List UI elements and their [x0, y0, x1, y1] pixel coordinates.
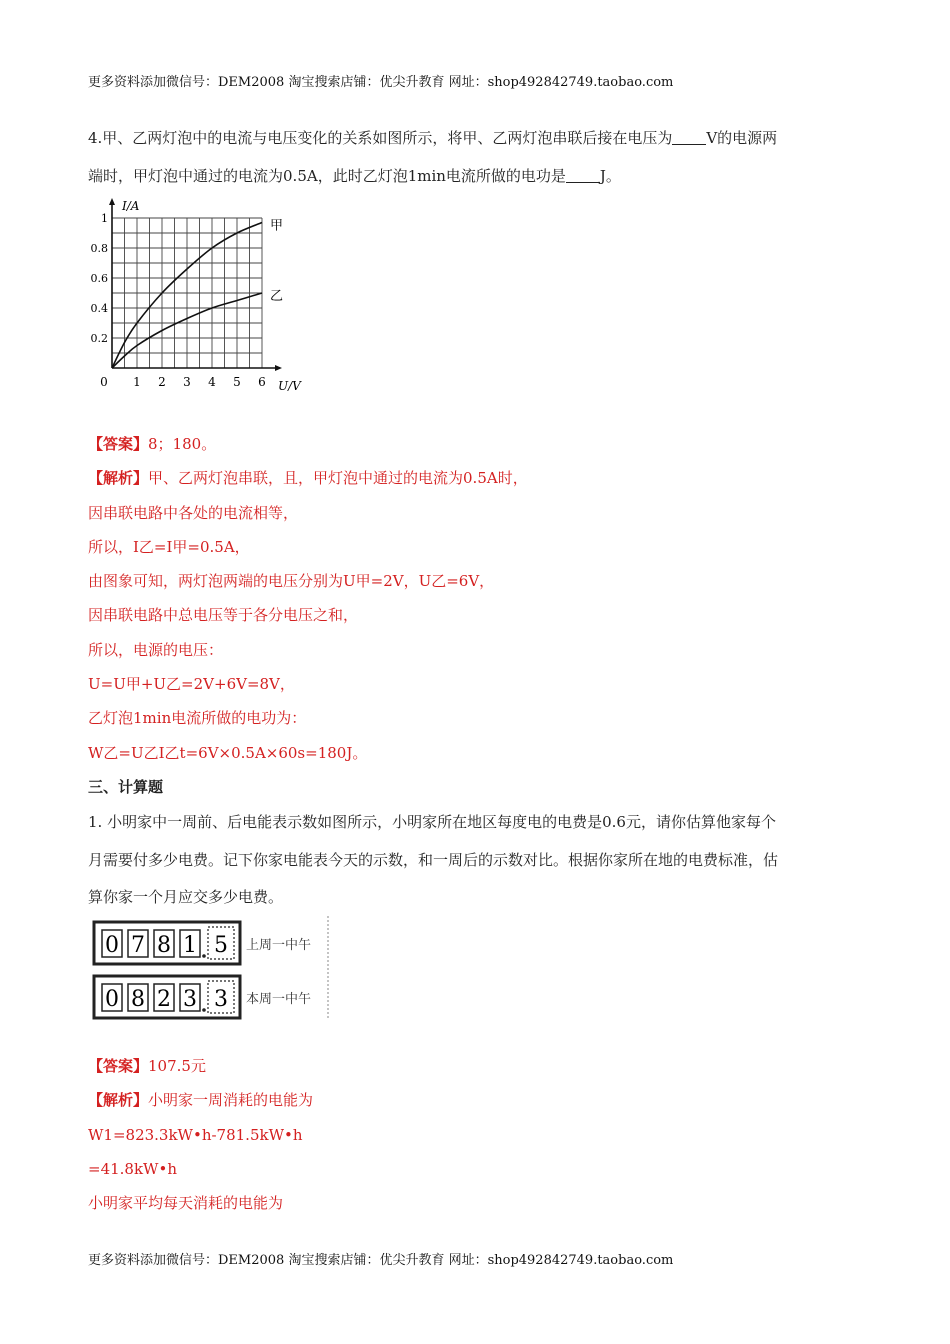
- meter-top-digit: 1: [183, 933, 197, 958]
- q4-text-2b: J。: [599, 167, 621, 185]
- meter-top-digit: 0: [105, 933, 119, 958]
- s3-q1-line-1: 月需要付多少电费。记下你家电能表今天的示数，和一周后的示数对比。根据你家所在地的电费标准，估: [88, 851, 779, 869]
- s3-answer-label: 【答案】: [88, 1057, 149, 1075]
- meter-top-decimal-digit: 5: [214, 933, 228, 958]
- meter-bottom: [94, 976, 311, 1018]
- x-tick-label: 3: [183, 375, 191, 389]
- x-tick-label: 2: [158, 375, 166, 389]
- chart-grid: [112, 218, 262, 368]
- x-axis-arrow: [275, 365, 282, 371]
- meter-top: [94, 922, 311, 964]
- x-tick-label: 0: [100, 375, 108, 389]
- q4-analysis-line-0: [88, 468, 528, 488]
- x-tick-label: 1: [133, 375, 141, 389]
- x-tick-label: 5: [233, 375, 241, 389]
- q4-answer-label: 【答案】: [88, 435, 149, 453]
- x-tick-label: 6: [258, 375, 266, 389]
- s3-analysis-line-3: 小明家平均每天消耗的电能为: [88, 1194, 284, 1212]
- q4-analysis-line-6: U=U甲+U乙=2V+6V=8V，: [88, 675, 295, 693]
- s3-analysis-line-0: [88, 1090, 313, 1110]
- q4-text-2a: 端时，甲灯泡中通过的电流为0.5A，此时乙灯泡1min电流所做的电功是: [88, 167, 566, 185]
- meter-bottom-digit: 3: [183, 987, 197, 1012]
- s3-analysis-label: 【解析】: [88, 1091, 149, 1109]
- meter-top-digit: 8: [157, 933, 171, 958]
- q4-analysis-line-2: 所以，I乙=I甲=0.5A，: [88, 538, 250, 556]
- y-tick-label: 0.4: [90, 302, 108, 315]
- y-axis-arrow: [109, 198, 115, 205]
- meter-figure: [90, 914, 335, 1022]
- q4-analysis-line-8: W乙=U乙I乙t=6V×0.5A×60s=180J。: [88, 744, 368, 762]
- s3-analysis-line-2: =41.8kW•h: [88, 1160, 177, 1178]
- meter-top-label: 上周一中午: [246, 938, 312, 953]
- y-tick-label: 1: [101, 212, 108, 225]
- meter-bottom-label: 本周一中午: [246, 992, 312, 1007]
- meter-top-decimal-point: [202, 954, 206, 958]
- page-footer: 更多资料添加微信号：DEM2008 淘宝搜索店铺：优尖升教育 网址：shop492842749.taobao.com: [88, 1253, 674, 1268]
- q4-answer: [88, 434, 216, 454]
- s3-q1-line-2: 算你家一个月应交多少电费。: [88, 888, 284, 906]
- meter-bottom-digit: 8: [131, 987, 145, 1012]
- q4-analysis-line-1: 因串联电路中各处的电流相等，: [88, 504, 299, 522]
- q4-answer-value: 8；180。: [148, 435, 217, 453]
- s3-answer: [88, 1056, 206, 1076]
- q4-analysis-label: 【解析】: [88, 469, 149, 487]
- series-label-yi: 乙: [270, 289, 284, 304]
- iu-chart: [86, 196, 306, 402]
- y-axis-label: I/A: [122, 199, 140, 213]
- q4-analysis-line-5: 所以，电源的电压：: [88, 641, 224, 659]
- y-tick-label: 0.6: [90, 272, 108, 285]
- section-3-title: 三、计算题: [88, 778, 164, 796]
- meter-bottom-decimal-point: [202, 1008, 206, 1012]
- q4-analysis-line-4: 因串联电路中总电压等于各分电压之和，: [88, 606, 359, 624]
- q4-analysis-line-3: 由图象可知，两灯泡两端的电压分别为U甲=2V，U乙=6V，: [88, 572, 495, 590]
- q4-analysis-line-7: 乙灯泡1min电流所做的电功为：: [88, 709, 307, 727]
- page-header: 更多资料添加微信号：DEM2008 淘宝搜索店铺：优尖升教育 网址：shop492842749.taobao.com: [88, 75, 674, 90]
- q4-blank-voltage[interactable]: [672, 130, 706, 145]
- q4-text-1a: 4.甲、乙两灯泡中的电流与电压变化的关系如图所示，将甲、乙两灯泡串联后接在电压为: [88, 129, 673, 147]
- meter-bottom-decimal-digit: 3: [214, 987, 228, 1012]
- y-tick-label: 0.8: [90, 242, 108, 255]
- series-label-jia: 甲: [270, 218, 284, 234]
- x-tick-label: 4: [208, 375, 216, 389]
- q4-analysis-text-0: 甲、乙两灯泡串联，且，甲灯泡中通过的电流为0.5A时，: [148, 469, 528, 487]
- q4-line-2: [88, 166, 621, 186]
- meter-bottom-digit: 0: [105, 987, 119, 1012]
- s3-analysis-text-0: 小明家一周消耗的电能为: [148, 1091, 314, 1109]
- x-axis-label: U/V: [278, 379, 301, 393]
- s3-q1-line-0: 1. 小明家中一周前、后电能表示数如图所示，小明家所在地区每度电的电费是0.6元，请你估算他家每个: [88, 813, 776, 831]
- q4-line-1: [88, 128, 777, 148]
- q4-blank-work[interactable]: [566, 168, 600, 183]
- q4-text-1b: V的电源两: [706, 129, 778, 147]
- s3-analysis-line-1: W1=823.3kW•h-781.5kW•h: [88, 1126, 303, 1144]
- chart-axes: [109, 198, 282, 371]
- meter-bottom-digit: 2: [157, 987, 171, 1012]
- y-tick-label: 0.2: [90, 332, 108, 345]
- meter-top-digit: 7: [131, 933, 145, 958]
- s3-answer-value: 107.5元: [148, 1057, 206, 1075]
